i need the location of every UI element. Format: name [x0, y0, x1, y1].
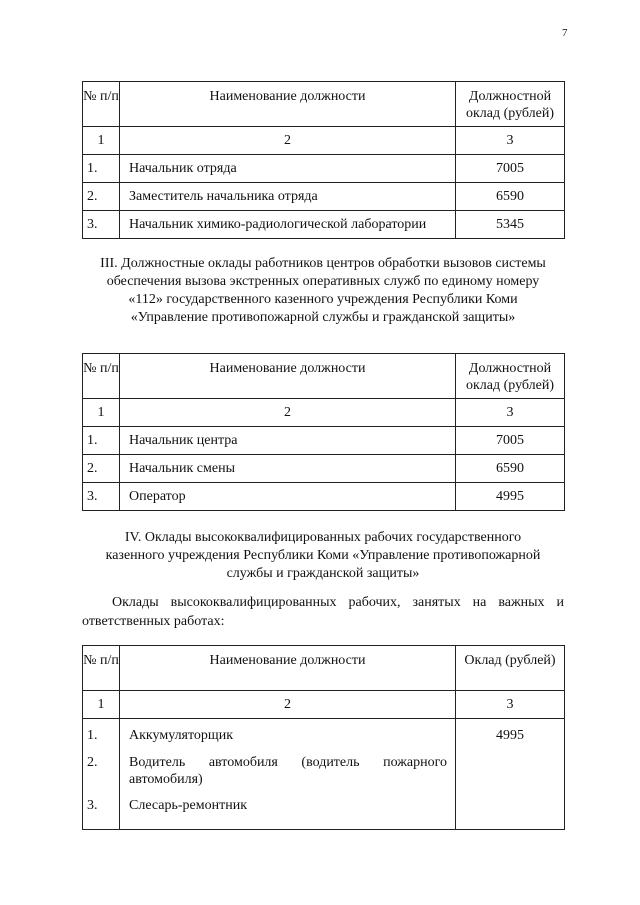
section-3-heading: III. Должностные оклады работников центров обработки вызовов системы обеспечения вызова экстренных оперативных служб по единому номеру «112» государственного казенного учреждения Республики Коми «Управление противопожарной службы и гражданской защиты»: [100, 256, 546, 325]
row-num: 3.: [87, 798, 98, 813]
row-position: Начальник смены: [120, 455, 456, 483]
salary-table-3: [82, 645, 565, 830]
row-position: Слесарь-ремонтник: [129, 798, 248, 813]
table-row: [83, 427, 565, 455]
index-cell: 2: [120, 127, 456, 155]
row-position-column: [120, 719, 456, 830]
row-salary: 7005: [456, 155, 565, 183]
row-num-column: [83, 719, 120, 830]
row-num: 2.: [87, 755, 98, 770]
row-position: Начальник центра: [120, 427, 456, 455]
index-cell: 1: [83, 399, 120, 427]
row-position: Водитель автомобиля (водитель пожарного автомобиля): [129, 755, 447, 787]
row-salary: 6590: [456, 183, 565, 211]
table-row: [83, 183, 565, 211]
table-header-row: [83, 354, 565, 399]
index-cell: 2: [120, 691, 456, 719]
table-header-row: [83, 82, 565, 127]
row-position: Аккумуляторщик: [129, 728, 234, 743]
table-row: [83, 483, 565, 511]
row-salary: 4995: [456, 483, 565, 511]
row-num: 1.: [83, 155, 120, 183]
table-index-row: [83, 691, 565, 719]
index-cell: 1: [83, 691, 120, 719]
row-num: 2.: [83, 455, 120, 483]
row-salary: 6590: [456, 455, 565, 483]
index-cell: 3: [456, 127, 565, 155]
header-name: Наименование должности: [120, 354, 456, 399]
row-num: 3.: [83, 483, 120, 511]
row-position: Заместитель начальника отряда: [120, 183, 456, 211]
row-num: 2.: [83, 183, 120, 211]
table-row: [83, 155, 565, 183]
row-position: Начальник химико-радиологической лаборатории: [120, 211, 456, 239]
index-cell: 2: [120, 399, 456, 427]
table-row: [83, 211, 565, 239]
row-num: 1.: [87, 728, 98, 743]
section-4-paragraph: Оклады высококвалифицированных рабочих, занятых на важных и ответственных работах:: [82, 595, 564, 629]
section-4-heading: IV. Оклады высококвалифицированных рабочих государственного казенного учреждения Республики Коми «Управление противопожарной службы и гражданской защиты»: [105, 530, 541, 581]
header-num: № п/п: [83, 646, 120, 691]
page-number: 7: [562, 27, 568, 39]
salary-table-1: [82, 81, 565, 239]
header-name: Наименование должности: [120, 646, 456, 691]
index-cell: 3: [456, 691, 565, 719]
header-salary: Оклад (рублей): [456, 646, 565, 691]
table-index-row: [83, 127, 565, 155]
row-salary: 5345: [456, 211, 565, 239]
row-position: Начальник отряда: [120, 155, 456, 183]
row-salary: 4995: [456, 719, 565, 830]
header-num: № п/п: [83, 82, 120, 127]
row-num: 1.: [83, 427, 120, 455]
table-header-row: [83, 646, 565, 691]
row-num: 3.: [83, 211, 120, 239]
row-salary: 7005: [456, 427, 565, 455]
index-cell: 1: [83, 127, 120, 155]
salary-table-2: [82, 353, 565, 511]
table-row: [83, 719, 565, 830]
row-position: Оператор: [120, 483, 456, 511]
header-name: Наименование должности: [120, 82, 456, 127]
index-cell: 3: [456, 399, 565, 427]
header-salary: Должностной оклад (рублей): [456, 354, 565, 399]
table-row: [83, 455, 565, 483]
header-salary: Должностной оклад (рублей): [456, 82, 565, 127]
header-num: № п/п: [83, 354, 120, 399]
table-index-row: [83, 399, 565, 427]
